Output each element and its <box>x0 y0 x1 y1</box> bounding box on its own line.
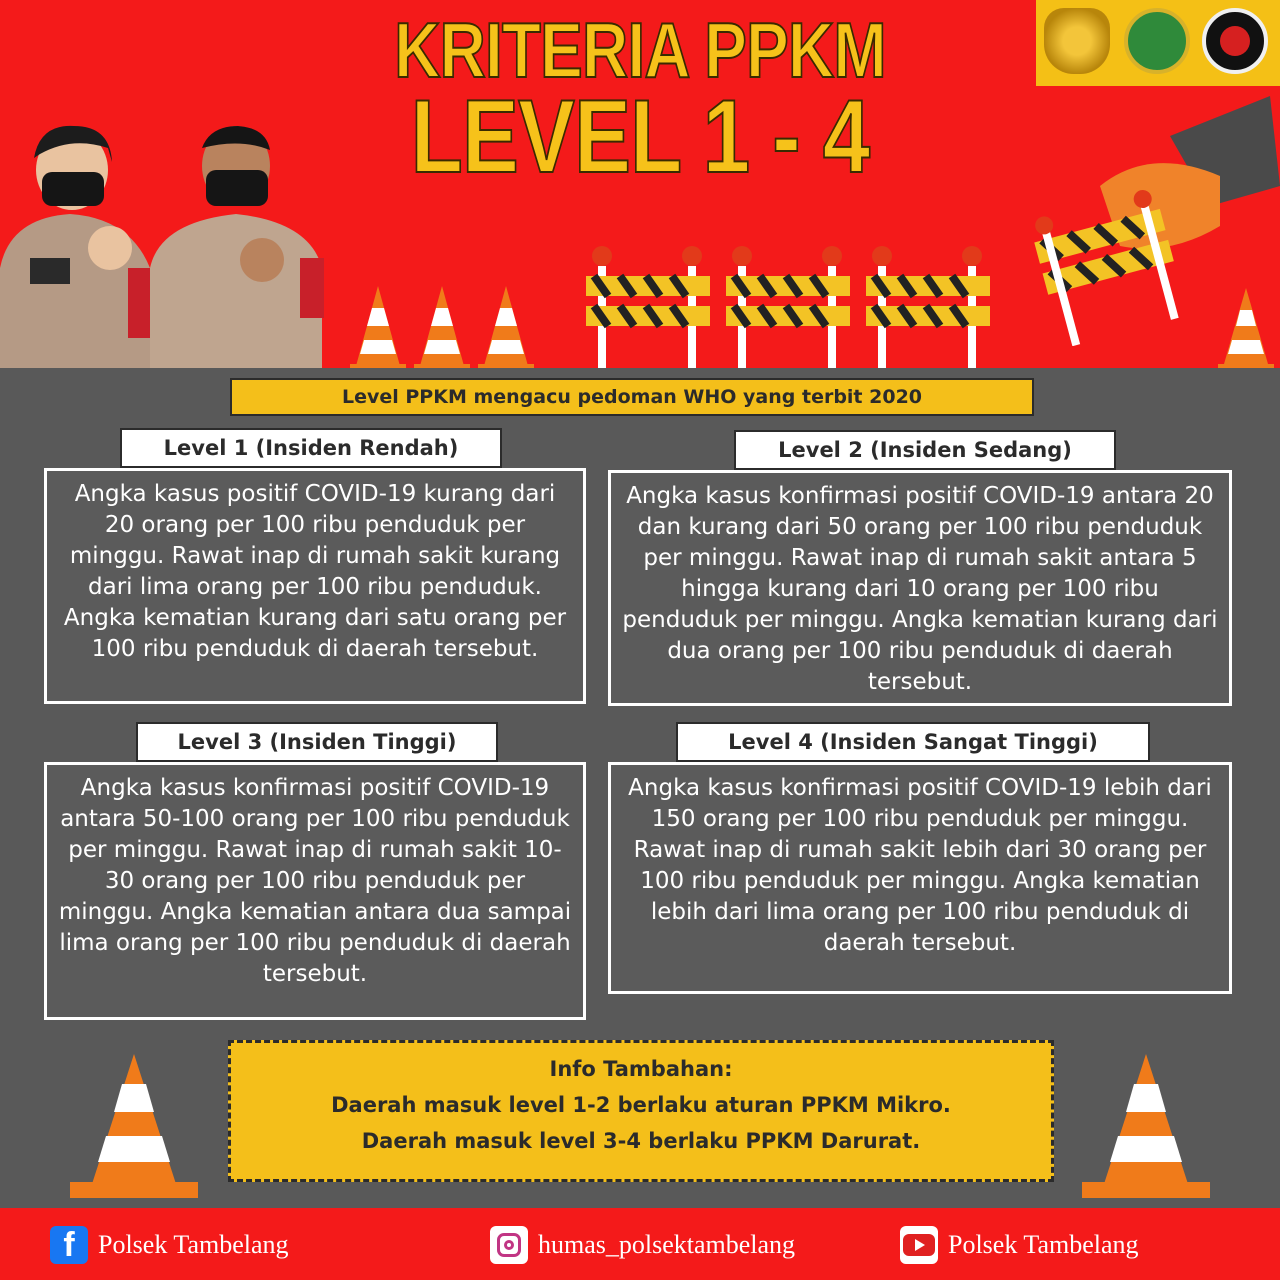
facebook-handle: Polsek Tambelang <box>98 1230 289 1259</box>
level-2-label: Level 2 (Insiden Sedang) <box>734 430 1116 470</box>
level-2-description: Angka kasus konfirmasi positif COVID-19 antara 20 dan kurang dari 50 orang per 100 ribu penduduk per minggu. Rawat inap di rumah sakit antara 5 hingga kurang dari 10 orang per 100 ribu penduduk per minggu. Angka kematian kurang dari dua orang per 100 ribu penduduk di daerah tersebut. <box>608 470 1232 706</box>
instagram-link[interactable] <box>490 1224 795 1266</box>
metro-jaya-logo-icon <box>1124 8 1190 74</box>
info-line-1: Daerah masuk level 1-2 berlaku aturan PPKM Mikro. <box>331 1093 951 1117</box>
level-4-description: Angka kasus konfirmasi positif COVID-19 lebih dari 150 orang per 100 ribu penduduk per minggu. Rawat inap di rumah sakit lebih dari 30 orang per 100 ribu penduduk per minggu. Angka kematian lebih dari lima orang per 100 ribu penduduk di daerah tersebut. <box>608 762 1232 994</box>
instagram-icon <box>490 1226 528 1264</box>
logo-strip <box>1036 0 1280 86</box>
traffic-cones-icon <box>350 286 540 372</box>
info-heading: Info Tambahan: <box>549 1057 733 1081</box>
header-section <box>0 0 1280 372</box>
road-barricades-icon <box>580 240 1000 372</box>
polri-logo-icon <box>1044 8 1110 74</box>
youtube-handle: Polsek Tambelang <box>948 1230 1139 1259</box>
reserse-logo-icon <box>1202 8 1268 74</box>
facebook-link[interactable] <box>50 1224 289 1266</box>
police-officers-illustration <box>0 118 340 372</box>
traffic-cone-icon <box>1216 288 1276 372</box>
level-1-label: Level 1 (Insiden Rendah) <box>120 428 502 468</box>
instagram-handle: humas_polsektambelang <box>538 1230 796 1259</box>
title-line2: LEVEL 1 - 4 <box>410 79 870 195</box>
additional-info-box <box>228 1040 1054 1182</box>
level-1-description: Angka kasus positif COVID-19 kurang dari 20 orang per 100 ribu penduduk per minggu. Rawat inap di rumah sakit kurang dari lima orang per 100 ribu penduduk. Angka kematian kurang dari satu orang per 100 ribu penduduk di daerah tersebut. <box>44 468 586 704</box>
youtube-icon <box>900 1226 938 1264</box>
who-guideline-banner: Level PPKM mengacu pedoman WHO yang terbit 2020 <box>230 378 1034 416</box>
level-4-label: Level 4 (Insiden Sangat Tinggi) <box>676 722 1150 762</box>
info-line-2: Daerah masuk level 3-4 berlaku PPKM Darurat. <box>361 1129 921 1153</box>
title-line1: KRITERIA PPKM <box>394 6 886 94</box>
level-3-description: Angka kasus konfirmasi positif COVID-19 antara 50-100 orang per 100 ribu penduduk per minggu. Rawat inap di rumah sakit 10-30 orang per 100 ribu penduduk per minggu. Angka kematian antara dua sampai lima orang per 100 ribu penduduk di daerah tersebut. <box>44 762 586 1020</box>
footer <box>0 1208 1280 1280</box>
facebook-icon: f <box>50 1226 88 1264</box>
youtube-link[interactable] <box>900 1224 1139 1266</box>
traffic-cone-right-icon <box>1076 1054 1216 1200</box>
level-3-label: Level 3 (Insiden Tinggi) <box>136 722 498 762</box>
traffic-cone-left-icon <box>64 1054 204 1200</box>
